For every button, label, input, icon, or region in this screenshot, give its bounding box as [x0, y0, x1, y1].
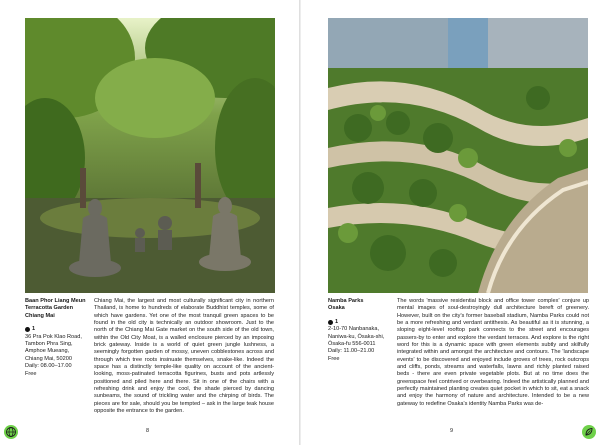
opening-hours: Daily: 11.00–21.00 [328, 348, 375, 355]
buddha-garden-image [25, 18, 275, 293]
globe-icon [4, 425, 18, 439]
park-photo [328, 18, 588, 293]
leaf-icon [582, 425, 596, 439]
place-address: 2-10-70 Nanbanaka, Naniwa-ku, Ōsaka-shi, Ōsaka-fu 556-0011 [328, 326, 385, 348]
admission-price: Free [25, 370, 37, 377]
admission-price: Free [328, 355, 340, 362]
left-page [0, 0, 299, 445]
location-pin-icon [25, 327, 30, 332]
place-name: Namba Parks [328, 298, 364, 304]
marker-number: 1 [32, 326, 36, 333]
opening-hours: Daily: 08.00–17.00 [25, 363, 72, 370]
marker-number: 1 [335, 318, 339, 325]
right-page [301, 0, 600, 445]
place-name: Baan Phor Liang Meun Terracotta Garden [25, 298, 86, 312]
page-number: 9 [450, 428, 454, 434]
description-text: The words 'massive residential block and office tower complex' conjure up mental images of soul-destroyingly dull architecture bereft of greenery. However, built on the city's former baseball stadium, Namba Parks could not be a more refreshing and verdant antithesis. As beautiful as it is stunning, a sloping eight-level rooftop park connects to the street and encourages passers-by to enter and explore the verdant terraces. And explore is the right word for this is a dynamic space with green elements subtly and skilfully integrated within and amongst the architecture and contours. The 'landscape events' to be discovered and enjoyed include groves of trees, rock outcrops and cliffs, ponds, streams and waterfalls, lawns and richly planted raised beds - there are even private vegetable plots. But at no time does the greenspace feel contrived or overbearing. Indeed the artistically planned and perfectly maintained planting creates quiet pocket in which to sit, eat a snack and enjoy the harmony of nature and architecture. Intended to be a new gateway to redefine Osaka's identity Namba Parks was de- [397, 298, 589, 407]
place-city: Osaka [328, 305, 345, 312]
location-pin-icon [328, 320, 333, 325]
garden-photo [25, 18, 275, 293]
description-text: Chiang Mai, the largest and most culturally significant city in northern Thailand, is home to hundreds of elaborate Buddhist temples, some of which have gardens. Yet one of the most tranquil green spaces to be found in the old city is technically an outdoor showroom. Just to the north of the Chiang Mai Gate market on the south side of the old town, within the Old City Moat, is a walled enclosure pierced by an imposing brick gateway. Inside is a world of quiet green jungle lushness, a seemingly forgotten garden of mossy, uneven cobblestones across and through which tree roots insinuate themselves, snake-like. Indeed the space has a distinctly temple-like quality on account of the ancient-looking, moss-patinated terracotta figurines, busts and pots artlessly positioned and piled here and there. Sit in one of the chairs with a refreshing drink and enjoy the cool, the shade pierced by dancing sunbeams, the sound of trickling water and the chirping of birds. The pieces are for sale, should you be tempted – ask in the large teak house opposite the entrance to the garden. [94, 298, 274, 415]
page-number: 8 [146, 428, 150, 434]
place-address: 36 Pra Pok Klao Road, Tambon Phra Sing, Amphoe Mueang, Chiang Mai, 50200 [25, 333, 82, 362]
place-city: Chiang Mai [25, 312, 55, 319]
namba-parks-image [328, 18, 588, 293]
